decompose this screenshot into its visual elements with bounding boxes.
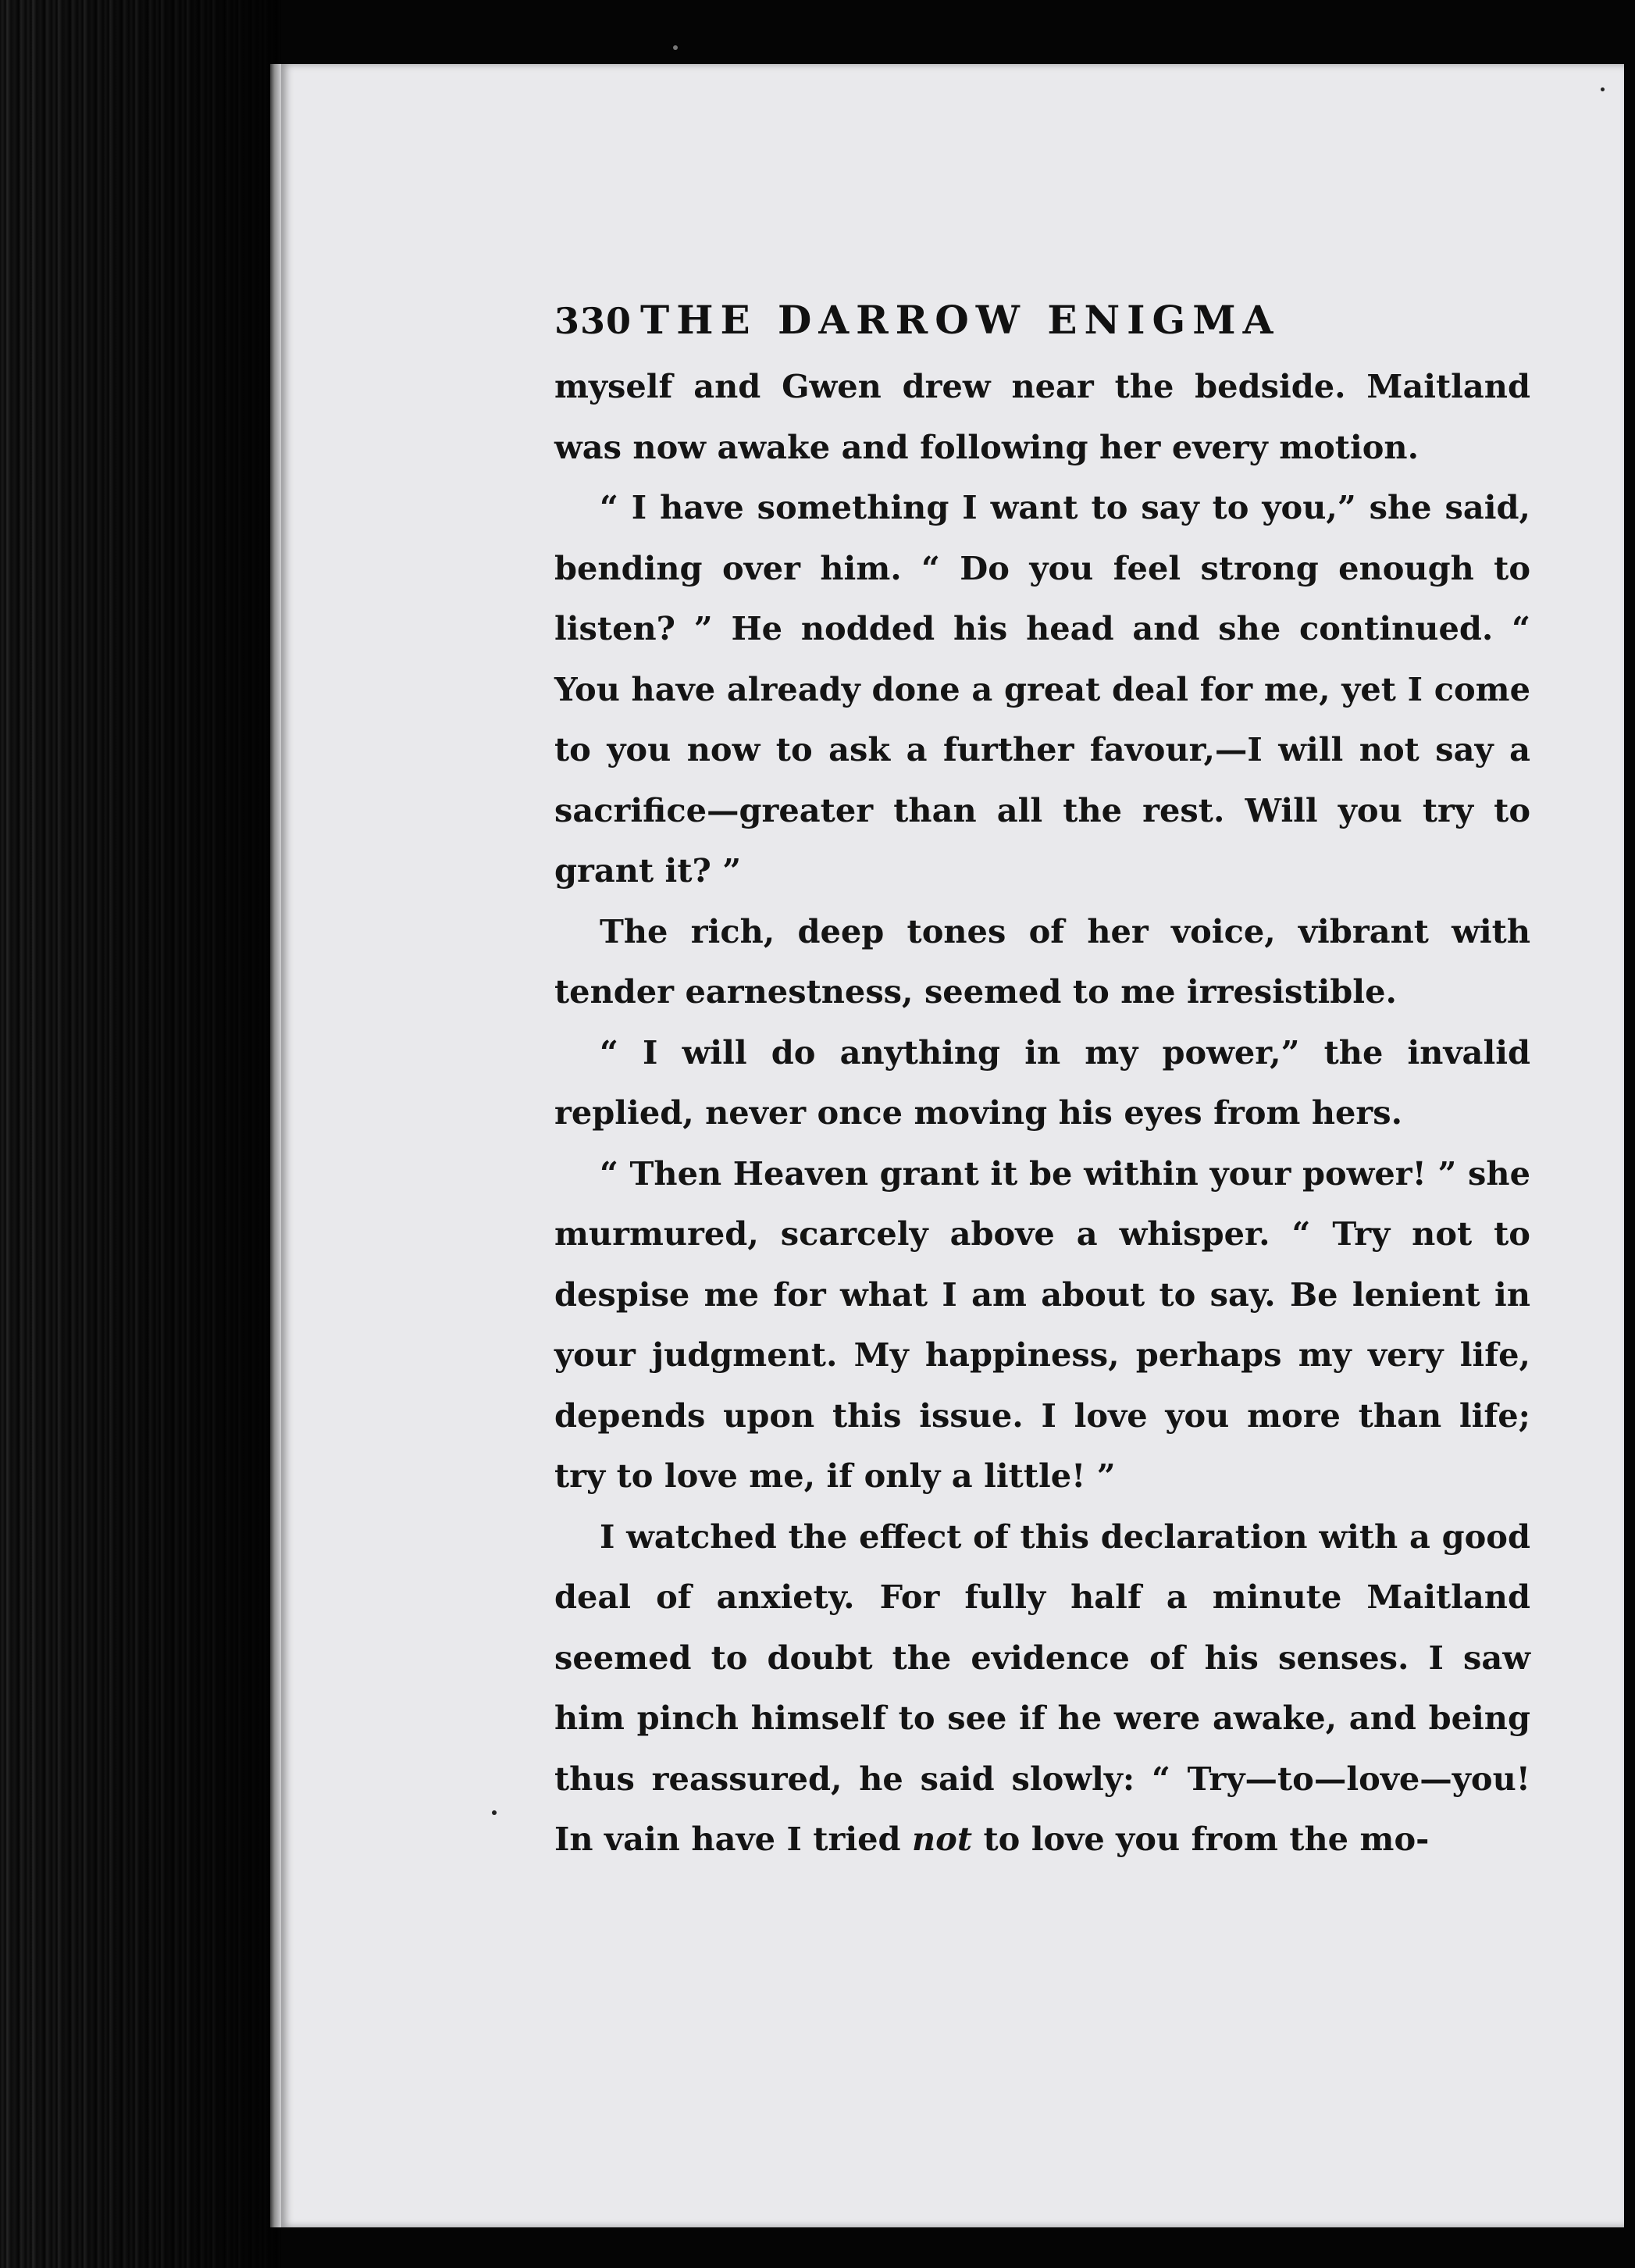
paragraph: The rich, deep tones of her voice, vibrant with tender earnestness, seemed to me irresistible. <box>554 911 1530 1011</box>
page-header <box>554 297 1530 351</box>
scan-speck <box>673 45 678 50</box>
paragraph: “ I will do anything in my power,” the invalid replied, never once moving his eyes from hers. <box>554 1032 1530 1132</box>
scan-margin <box>0 0 281 2268</box>
paragraph <box>554 1507 1530 1870</box>
paragraph-text: I watched the effect of this declaration with a good deal of anxiety. For fully half a minute Maitland seemed to doubt the evidence of his senses. I saw him pinch himself to see if he were awake, and being thus reassured, he said slowly: “ Try—to—love—you! In vain have I tried <box>554 1517 1530 1858</box>
scan-speck <box>1601 87 1605 91</box>
paragraph: “ Then Heaven grant it be within your power! ” she murmured, scarcely above a whisper. “ Try not to despise me for what I am about to say. Be lenient in your judgment. My happiness, perhaps my very life, depends upon this issue. I love you more than life; try to love me, if only a little! ” <box>554 1154 1530 1495</box>
scan-speck <box>492 1810 497 1815</box>
page-edge <box>270 64 281 2227</box>
running-title: THE DARROW ENIGMA <box>640 297 1281 343</box>
paragraph: “ I have something I want to say to you,” she said, bending over him. “ Do you feel strong enough to listen? ” He nodded his head and she continued. “ You have already done a great deal for me, yet I come to you now to ask a further favour,—I will not say a sacrifice—greater than all the rest. Will you try to grant it? ” <box>554 488 1530 890</box>
paragraph-text: to love you from the mo- <box>972 1820 1430 1858</box>
emphasized-word: not <box>911 1820 973 1858</box>
paragraph: myself and Gwen drew near the bedside. Maitland was now awake and following her every motion. <box>554 367 1530 466</box>
body-text <box>554 356 1530 1870</box>
page-content <box>554 297 1530 1870</box>
page-number: 330 <box>554 300 632 342</box>
